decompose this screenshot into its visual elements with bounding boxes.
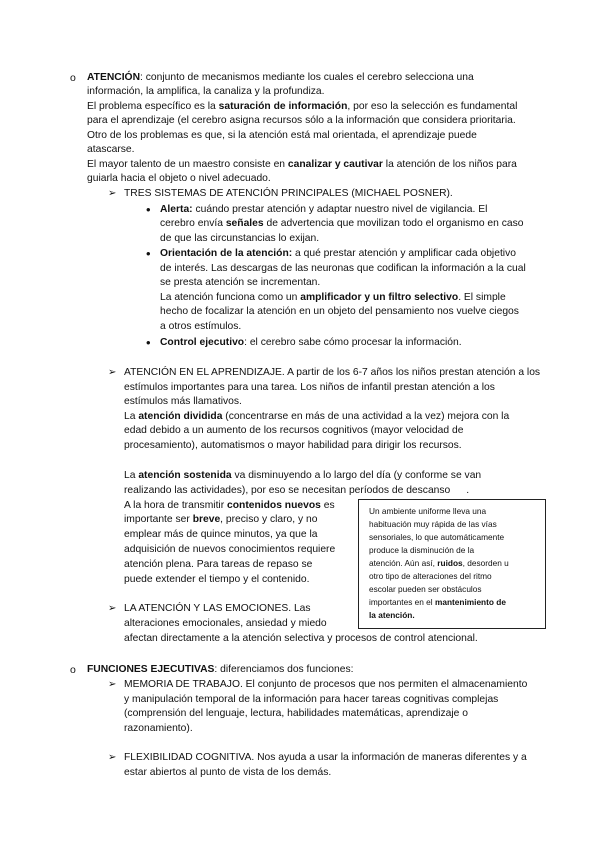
bold-term: mantenimiento de <box>434 597 506 607</box>
bullet-icon: • <box>146 246 151 261</box>
alerta-item <box>160 203 487 217</box>
funciones-heading <box>87 663 354 677</box>
bold-term: Alerta: <box>160 204 193 215</box>
text-line: atención plena. Para tareas de repaso se <box>124 559 313 570</box>
text-line <box>124 513 317 527</box>
note-line: habituación muy rápida de las vías <box>369 519 497 529</box>
text-line: información, la amplifica, la canaliza y la profundiza. <box>87 86 325 97</box>
flexibilidad-heading: FLEXIBILIDAD COGNITIVA. Nos ayuda a usar la información de maneras diferentes y a <box>124 752 527 763</box>
bold-term: señales <box>225 218 264 229</box>
text: a qué prestar atención y amplificar cada objetivo <box>292 248 516 259</box>
text-line: (comprensión del lenguaje, lectura, habilidades matemáticas, aprendizaje o <box>124 708 469 719</box>
bold-term: saturación de información <box>218 101 348 112</box>
arrow-bullet-icon: ➢ <box>108 752 117 763</box>
text: , preciso y claro, y no <box>220 514 318 525</box>
text: la atención de los niños para <box>382 159 517 170</box>
text-line: hecho de focalizar la atención en un objeto del pensamiento nos vuelve ciegos <box>160 306 519 317</box>
bold-term: ruidos <box>437 558 463 568</box>
note-line: la atención. <box>369 610 415 620</box>
text-line <box>124 410 509 424</box>
text-line: puede extender el tiempo y el contenido. <box>124 574 310 585</box>
text: La atención funciona como un <box>160 292 301 303</box>
bold-term: canalizar y cautivar <box>287 159 383 170</box>
bold-term: breve <box>192 514 221 525</box>
bold-term: Control ejecutivo <box>160 337 245 348</box>
orientacion-item <box>160 247 516 261</box>
arrow-bullet-icon: ➢ <box>108 367 117 378</box>
text: A la hora de transmitir <box>124 500 228 511</box>
text-line <box>124 484 469 498</box>
text-line: atascarse. <box>87 144 135 155</box>
text-line <box>87 100 517 114</box>
text-line: emplear más de quince minutos, ya que la <box>124 529 318 540</box>
tres-sistemas-heading: TRES SISTEMAS DE ATENCIÓN PRINCIPALES (MICHAEL POSNER). <box>124 188 453 199</box>
text: cuándo prestar atención y adaptar nuestro nivel de vigilancia. El <box>192 204 488 215</box>
text: cerebro envía <box>160 218 226 229</box>
text: : conjunto de mecanismos mediante los cuales el cerebro selecciona una <box>140 72 474 83</box>
arrow-bullet-icon: ➢ <box>108 603 117 614</box>
text: va disminuyendo a lo largo del día (y conforme se van <box>231 470 482 481</box>
text: La <box>124 470 139 481</box>
text: La <box>124 411 139 422</box>
text-line: y manipulación temporal de la información para hacer tareas cognitivas complejas <box>124 694 499 705</box>
text: : el cerebro sabe cómo procesar la información. <box>244 337 462 348</box>
bold-term: atención sostenida <box>138 470 232 481</box>
note-line: produce la disminución de la <box>369 545 475 555</box>
text-line: estímulos más llamativos. <box>124 396 242 407</box>
text: (concentrarse en más de una actividad a la vez) mejora con la <box>222 411 510 422</box>
text-line <box>124 499 335 513</box>
emociones-heading: LA ATENCIÓN Y LAS EMOCIONES. Las <box>124 603 311 614</box>
text-line: razonamiento). <box>124 723 193 734</box>
text: realizando las actividades), por eso se necesitan períodos de descanso <box>124 485 451 496</box>
control-item <box>160 336 462 350</box>
term-atencion: ATENCIÓN <box>87 72 141 83</box>
note-line: Un ambiente uniforme lleva una <box>369 506 487 516</box>
note-line: escolar pueden ser obstáculos <box>369 584 482 594</box>
text: es <box>320 500 335 511</box>
text-line: se presta atención se incrementan. <box>160 277 321 288</box>
text-line: edad debido a un aumento de los recursos cognitivos (mayor velocidad de <box>124 425 464 436</box>
bold-term: Orientación de la atención: <box>160 248 293 259</box>
text: de advertencia que movilizan todo el organismo en caso <box>263 218 524 229</box>
bold-term: atención dividida <box>138 411 223 422</box>
note-line <box>369 596 506 609</box>
bold-term: FUNCIONES EJECUTIVAS <box>87 664 215 675</box>
note-box <box>358 499 546 629</box>
text-line: de interés. Las descargas de las neuronas que codifican la información a la cual <box>160 263 526 274</box>
text: . <box>466 485 470 496</box>
note-line: otro tipo de alteraciones del ritmo <box>369 571 492 581</box>
arrow-bullet-icon: ➢ <box>108 188 117 199</box>
bold-term: contenidos nuevos <box>227 500 321 511</box>
text-line <box>87 158 517 172</box>
text-line: guiarla hacia el objeto o nivel adecuado. <box>87 173 271 184</box>
text-line <box>160 291 506 305</box>
text-line: a otros estímulos. <box>160 321 242 332</box>
text-line: Otro de los problemas es que, si la atención está mal orientada, el aprendizaje puede <box>87 130 477 141</box>
text: El mayor talento de un maestro consiste en <box>87 159 288 170</box>
text-line: para el aprendizaje (el cerebro asigna recursos sólo a la información que considera prioritaria. <box>87 115 516 126</box>
memoria-heading: MEMORIA DE TRABAJO. El conjunto de procesos que nos permiten el almacenamiento <box>124 679 528 690</box>
note-line <box>369 557 509 570</box>
text: El problema específico es la <box>87 101 219 112</box>
bold-term: amplificador y un filtro selectivo <box>300 292 459 303</box>
text-line: estímulos importantes para una tarea. Los niños de infantil prestan atención a los <box>124 382 495 393</box>
text-line: alteraciones emocionales, ansiedad y miedo <box>124 618 327 629</box>
atencion-definition <box>87 71 474 85</box>
bullet-icon: • <box>146 202 151 217</box>
text-line: adquisición de nuevos conocimientos requiere <box>124 544 336 555</box>
text: : diferenciamos dos funciones: <box>214 664 354 675</box>
aprendizaje-heading: ATENCIÓN EN EL APRENDIZAJE. A partir de los 6-7 años los niños prestan atención a los <box>124 367 541 378</box>
text-line <box>124 469 481 483</box>
text: , desorden u <box>462 558 509 568</box>
text: . El simple <box>458 292 506 303</box>
text-line: estar abiertos al punto de vista de los demás. <box>124 767 332 778</box>
note-line: sensoriales, lo que automáticamente <box>369 532 505 542</box>
text: , por eso la selección es fundamental <box>347 101 518 112</box>
text-line: afectan directamente a la atención selectiva y procesos de control atencional. <box>124 633 478 644</box>
text: importantes en el <box>369 597 435 607</box>
text: atención. Aún así, <box>369 558 438 568</box>
arrow-bullet-icon: ➢ <box>108 679 117 690</box>
list-marker: o <box>70 72 76 84</box>
text-line: de que las circunstancias lo exijan. <box>160 233 320 244</box>
text-line: procesamiento), automatismos o mayor habilidad para dirigir los recursos. <box>124 440 462 451</box>
text: importante ser <box>124 514 193 525</box>
list-marker: o <box>70 664 76 676</box>
bullet-icon: • <box>146 335 151 350</box>
text-line <box>160 217 524 231</box>
